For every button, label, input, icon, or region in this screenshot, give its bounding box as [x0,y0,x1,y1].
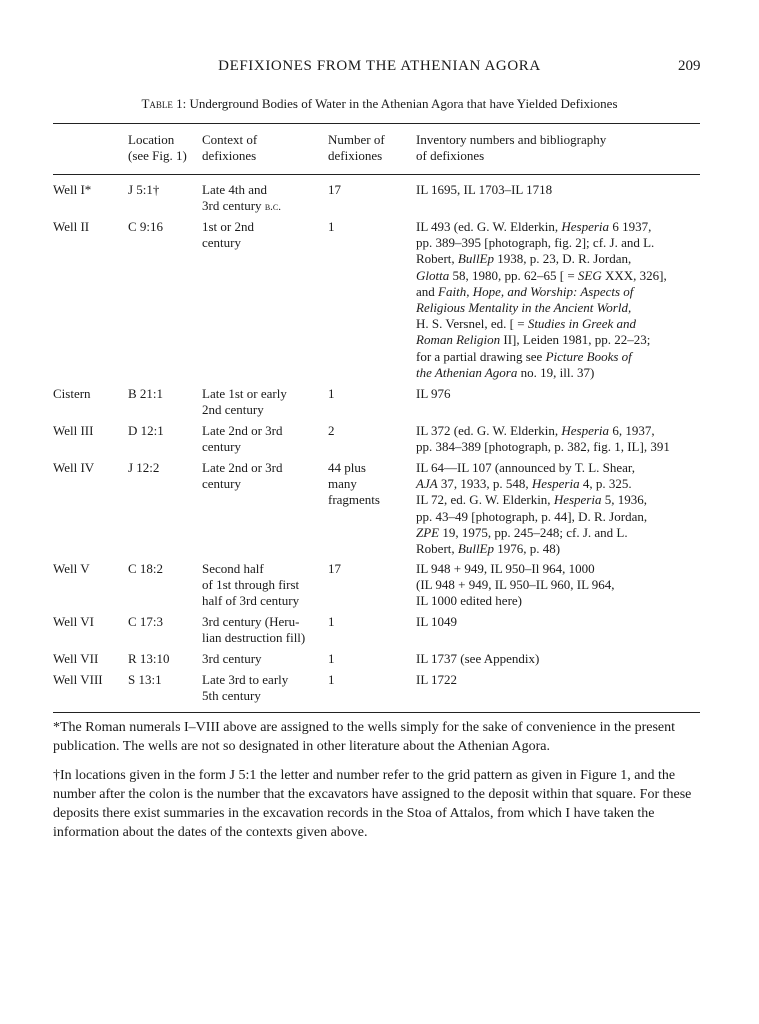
caption-text: Underground Bodies of Water in the Athenian Agora that have Yielded Defixiones [189,96,618,111]
row-location: C 18:2 [128,561,164,576]
row-number: 17 [328,561,341,576]
row-context: 3rd century (Heru- lian destruction fill) [202,614,306,646]
row-name: Well VII [53,651,99,666]
footnote-asterisk: *The Roman numerals I–VIII above are assigned to the wells simply for the sake of convenience in the present publication. The wells are not so designated in other literature about the Athenian Agora. [53,720,676,754]
row-context: Late 2nd or 3rd century [202,460,283,492]
row-context: Late 4th and 3rd century b.c. [202,182,281,214]
row-context: 3rd century [202,651,262,666]
table-bottom-rule [53,712,700,713]
row-inventory: IL 1049 [416,614,458,629]
table-caption [0,96,759,112]
row-number: 17 [328,182,341,197]
row-number: 1 [328,651,335,666]
row-location: C 9:16 [128,219,164,234]
row-inventory: IL 1695, IL 1703–IL 1718 [416,182,553,197]
row-number: 1 [328,386,335,401]
row-inventory: IL 372 (ed. G. W. Elderkin, Hesperia 6, 1937, pp. 384–389 [photograph, p. 382, fig. 1, IL], 391 [416,423,670,455]
row-name: Well V [53,561,90,576]
row-number: 1 [328,672,335,687]
row-location: S 13:1 [128,672,162,687]
row-name: Well IV [53,460,95,475]
caption-label: Table 1: [141,96,187,111]
row-name: Well III [53,423,94,438]
row-number: 1 [328,219,335,234]
row-inventory: IL 493 (ed. G. W. Elderkin, Hesperia 6 1937, pp. 389–395 [photograph, fig. 2]; cf. J. and L. Robert, BullEp 1938, p. 23, D. R. Jordan, Glotta 58, 1980, pp. 62–65 [ = SEG XXX, 326], and Faith, Hope, and Worship: Aspects of Religious Mentality in the Ancient World, H. S. Versnel, ed. [ = Studies in Greek and Roman Religion II], Leiden 1981, pp. 22–23; for a partial drawing see Picture Books of the Athenian Agora no. 19, ill. 37) [416,219,667,380]
row-context: Second half of 1st through first half of 3rd century [202,561,300,609]
table-top-rule [53,123,700,124]
row-number: 2 [328,423,335,438]
era-label: b.c. [264,201,281,214]
row-context: Late 2nd or 3rd century [202,423,283,455]
running-title: DEFIXIONES FROM THE ATHENIAN AGORA [218,58,541,74]
footnote-dagger: †In locations given in the form J 5:1 the letter and number refer to the grid pattern as given in Figure 1, and the number after the colon is the number that the excavators have assigned to the deposit within that square. For these deposits there exist summaries in the excavation records in the Stoa of Attalos, from which I have taken the information about the dates of the contexts given above. [53,768,692,840]
row-name: Cistern [53,386,91,401]
row-location: J 12:2 [128,460,160,475]
row-name: Well VIII [53,672,103,687]
col-header-number: Number of defixiones [328,132,385,164]
col-header-inventory: Inventory numbers and bibliography of defixiones [416,132,607,164]
col-header-context: Context of defixiones [202,132,258,164]
row-inventory: IL 64—IL 107 (announced by T. L. Shear, AJA 37, 1933, p. 548, Hesperia 4, p. 325. IL 72, ed. G. W. Elderkin, Hesperia 5, 1936, pp. 43–49 [photograph, p. 44], D. R. Jordan, ZPE 19, 1975, pp. 245–248; cf. J. and L. Robert, BullEp 1976, p. 48) [416,460,648,557]
row-location: C 17:3 [128,614,164,629]
page-number: 209 [678,58,701,74]
row-location: R 13:10 [128,651,170,666]
row-context: 1st or 2nd century [202,219,254,251]
row-name: Well I* [53,182,92,197]
row-inventory: IL 1737 (see Appendix) [416,651,540,666]
row-location: D 12:1 [128,423,164,438]
row-inventory: IL 948 + 949, IL 950–Il 964, 1000 (IL 948 + 949, IL 950–IL 960, IL 964, IL 1000 edited here) [416,561,615,609]
row-context: Late 1st or early 2nd century [202,386,287,418]
table-header-rule [53,174,700,175]
row-name: Well II [53,219,90,234]
row-inventory: IL 976 [416,386,451,401]
row-context: Late 3rd to early 5th century [202,672,289,704]
row-number: 1 [328,614,335,629]
row-name: Well VI [53,614,94,629]
row-number: 44 plus many fragments [328,460,380,508]
row-inventory: IL 1722 [416,672,458,687]
row-location: B 21:1 [128,386,164,401]
col-header-location: Location (see Fig. 1) [128,132,187,164]
row-location: J 5:1† [128,182,160,197]
